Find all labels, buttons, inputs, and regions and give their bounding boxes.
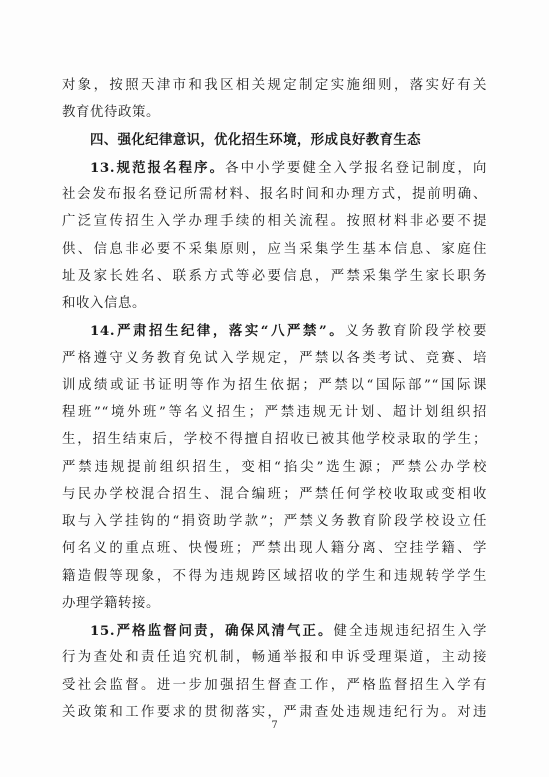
section-heading-text: 四、强化纪律意识，优化招生环境，形成良好教育生态 — [90, 132, 421, 148]
text-line: 训成绩或证书证明等作为招生依据；严禁以“国际部”“国际课 — [62, 377, 487, 393]
text-line: 办理学籍转接。 — [62, 595, 160, 611]
text-line: 籍造假等现象，不得为违规跨区域招收的学生和违规转学学生 — [62, 568, 487, 584]
text-line: 址及家长姓名、联系方式等必要信息，严禁采集学生家长职务 — [62, 268, 487, 284]
text-line: 受社会监督。进一步加强招生督查工作，严格监督招生入学有 — [62, 677, 487, 693]
page-number: 7 — [271, 720, 278, 731]
text-line: 行为查处和责任追究机制，畅通举报和申诉受理渠道，主动接 — [62, 650, 487, 666]
text-line: 生，招生结束后，学校不得擅自招收已被其他学校录取的学生； — [62, 432, 487, 448]
section-heading — [62, 129, 487, 153]
text-line: 和收入信息。 — [62, 296, 146, 311]
clause-title: 14.严肃招生纪律，落实“八严禁”。 — [90, 323, 346, 340]
clause-text: 健全违规违纪招生入学 — [333, 624, 487, 639]
text-line — [62, 156, 487, 180]
text-line: 教育优待政策。 — [62, 105, 160, 121]
text-line — [62, 319, 487, 343]
text-line: 对象，按照天津市和我区相关规定制定实施细则，落实好有关 — [62, 78, 487, 93]
text-line: 与民办学校混合招生、混合编班；严禁任何学校收取或变相收 — [62, 486, 487, 502]
text-line: 社会发布报名登记所需材料、报名时间和办理方式，提前明确、 — [62, 187, 487, 202]
text-line: 关政策和工作要求的贯彻落实，严肃查处违规违纪行为。对违 — [62, 704, 487, 720]
document-body — [62, 74, 487, 728]
text-line: 取与入学挂钩的“捐资助学款”；严禁义务教育阶段学校设立任 — [62, 514, 487, 529]
text-line: 严格遵守义务教育免试入学规定，严禁以各类考试、竞赛、培 — [62, 350, 487, 366]
clause-title: 13.规范报名程序。 — [90, 159, 226, 176]
text-line: 程班”“境外班”等名义招生；严禁违规无计划、超计划组织招 — [62, 405, 487, 420]
text-line: 何名义的重点班、快慢班；严禁出现人籍分离、空挂学籍、学 — [62, 541, 487, 557]
text-line — [62, 619, 487, 643]
text-line: 广泛宣传招生入学办理手续的相关流程。按照材料非必要不提 — [62, 214, 487, 230]
clause-title: 15.严格监督问责，确保风清气正。 — [90, 623, 334, 639]
clause-text: 各中小学要健全入学报名登记制度，向 — [225, 160, 487, 176]
text-line: 供、信息非必要不采集原则，应当采集学生基本信息、家庭住 — [62, 241, 487, 257]
clause-text: 义务教育阶段学校要 — [345, 324, 487, 340]
text-line: 严禁违规提前组织招生，变相“掐尖”选生源；严禁公办学校 — [62, 459, 487, 475]
